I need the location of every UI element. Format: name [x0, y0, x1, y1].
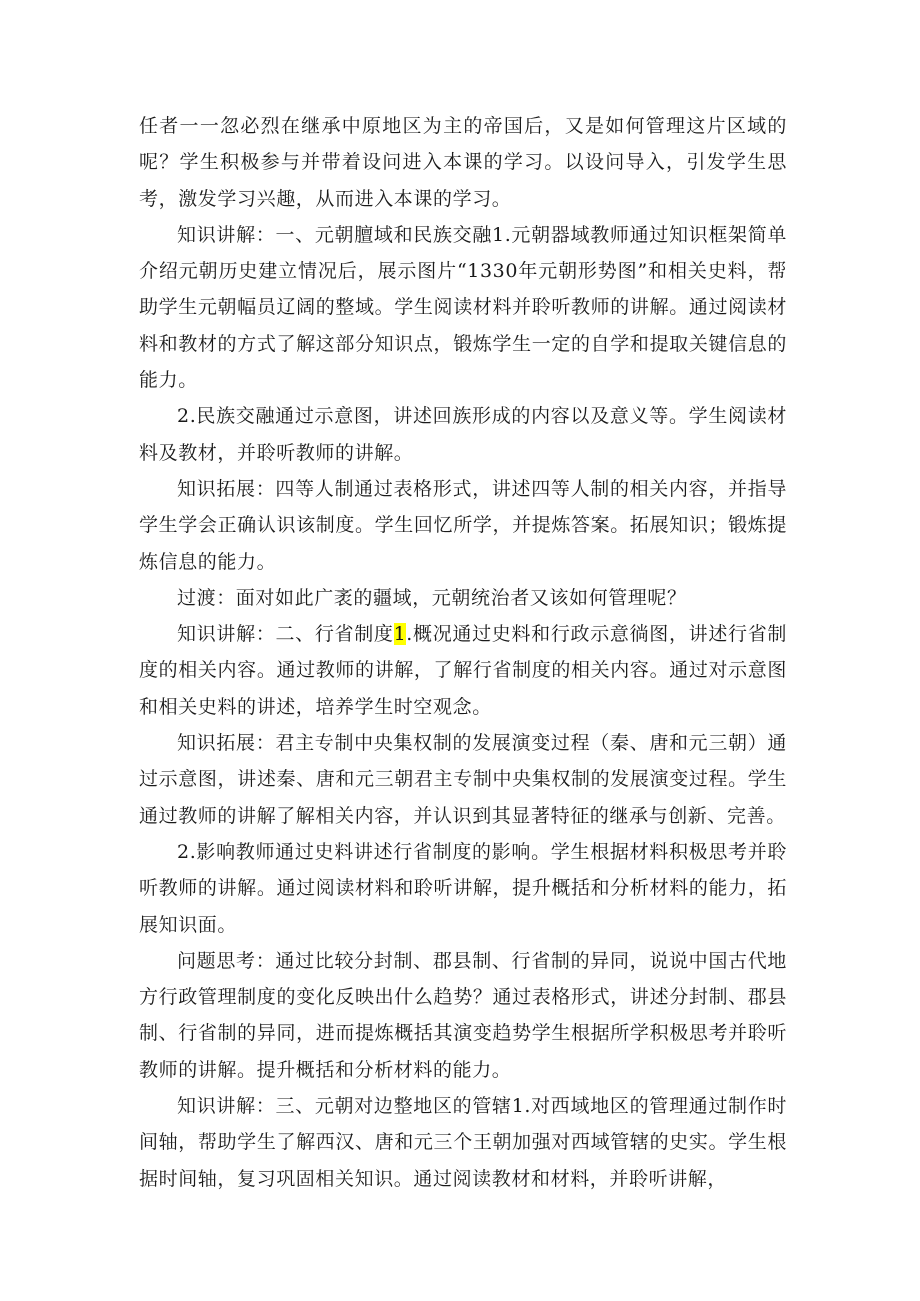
- paragraph-text: 过渡：面对如此广袤的疆域，元朝统治者又该如何管理呢？: [177, 586, 687, 609]
- paragraph: [139, 471, 787, 580]
- paragraph-text: 知识讲解：三、元朝对边整地区的管辖1.对西域地区的管理通过制作时间轴，帮助学生了解西汉、唐和元三个王朝加强对西域管辖的史实。学生根据时间轴，复习巩固相关知识。通过阅读教材和材料，并聆听讲解，: [139, 1095, 787, 1190]
- paragraph-text: 2.民族交融通过示意图，讲述回族形成的内容以及意义等。学生阅读材料及教材，并聆听教师的讲解。: [139, 405, 787, 464]
- paragraph-text: 知识拓展：君主专制中央集权制的发展演变过程（秦、唐和元三朝）通过示意图，讲述秦、唐和元三朝君主专制中央集权制的发展演变过程。学生通过教师的讲解了解相关内容，并认识到其显著特征的继承与创新、完善。: [139, 732, 787, 827]
- paragraph-text: 知识讲解：一、元朝膻域和民族交融1.元朝器域教师通过知识框架简单介绍元朝历史建立情况后，展示图片“1330年元朝形势图”和相关史料，帮助学生元朝幅员辽阔的整域。学生阅读材料并聆听教师的讲解。通过阅读材料和教材的方式了解这部分知识点，锻炼学生一定的自学和提取关键信息的能力。: [139, 223, 787, 392]
- paragraph: [139, 108, 787, 217]
- paragraph: [139, 943, 787, 1088]
- paragraph: [139, 725, 787, 834]
- paragraph-text: 知识拓展：四等人制通过表格形式，讲述四等人制的相关内容，并指导学生学会正确认识该制度。学生回忆所学，并提炼答案。拓展知识；锻炼提炼信息的能力。: [139, 477, 787, 573]
- document-body: [139, 108, 787, 1197]
- paragraph: [139, 398, 787, 471]
- paragraph-text: 知识讲解：二、行省制度: [177, 623, 394, 646]
- paragraph-text: 2.影响教师通过史料讲述行省制度的影响。学生根据材料积极思考并聆听教师的讲解。通过阅读材料和聆听讲解，提升概括和分析材料的能力，拓展知识面。: [139, 840, 787, 936]
- paragraph: [139, 1088, 787, 1197]
- paragraph-text: 任者一一忽必烈在继承中原地区为主的帝国后，又是如何管理这片区域的呢？学生积极参与并带着设问进入本课的学习。以设问导入，引发学生思考，激发学习兴趣，从而进入本课的学习。: [139, 115, 787, 210]
- paragraph: [139, 217, 787, 398]
- paragraph-text: .概况通过史料和行政示意徜图，讲述行省制度的相关内容。通过教师的讲解，了解行省制度的相关内容。通过对示意图和相关史料的讲述，培养学生时空观念。: [139, 623, 787, 718]
- paragraph-text: 问题思考：通过比较分封制、郡县制、行省制的异同，说说中国古代地方行政管理制度的变化反映出什么趋势？通过表格形式，讲述分封制、郡县制、行省制的异同，进而提炼概括其演变趋势学生根据所学积极思考并聆听教师的讲解。提升概括和分析材料的能力。: [139, 949, 787, 1081]
- highlighted-text: 1: [393, 623, 407, 646]
- paragraph: [139, 580, 787, 616]
- paragraph: [139, 834, 787, 943]
- paragraph: [139, 616, 787, 725]
